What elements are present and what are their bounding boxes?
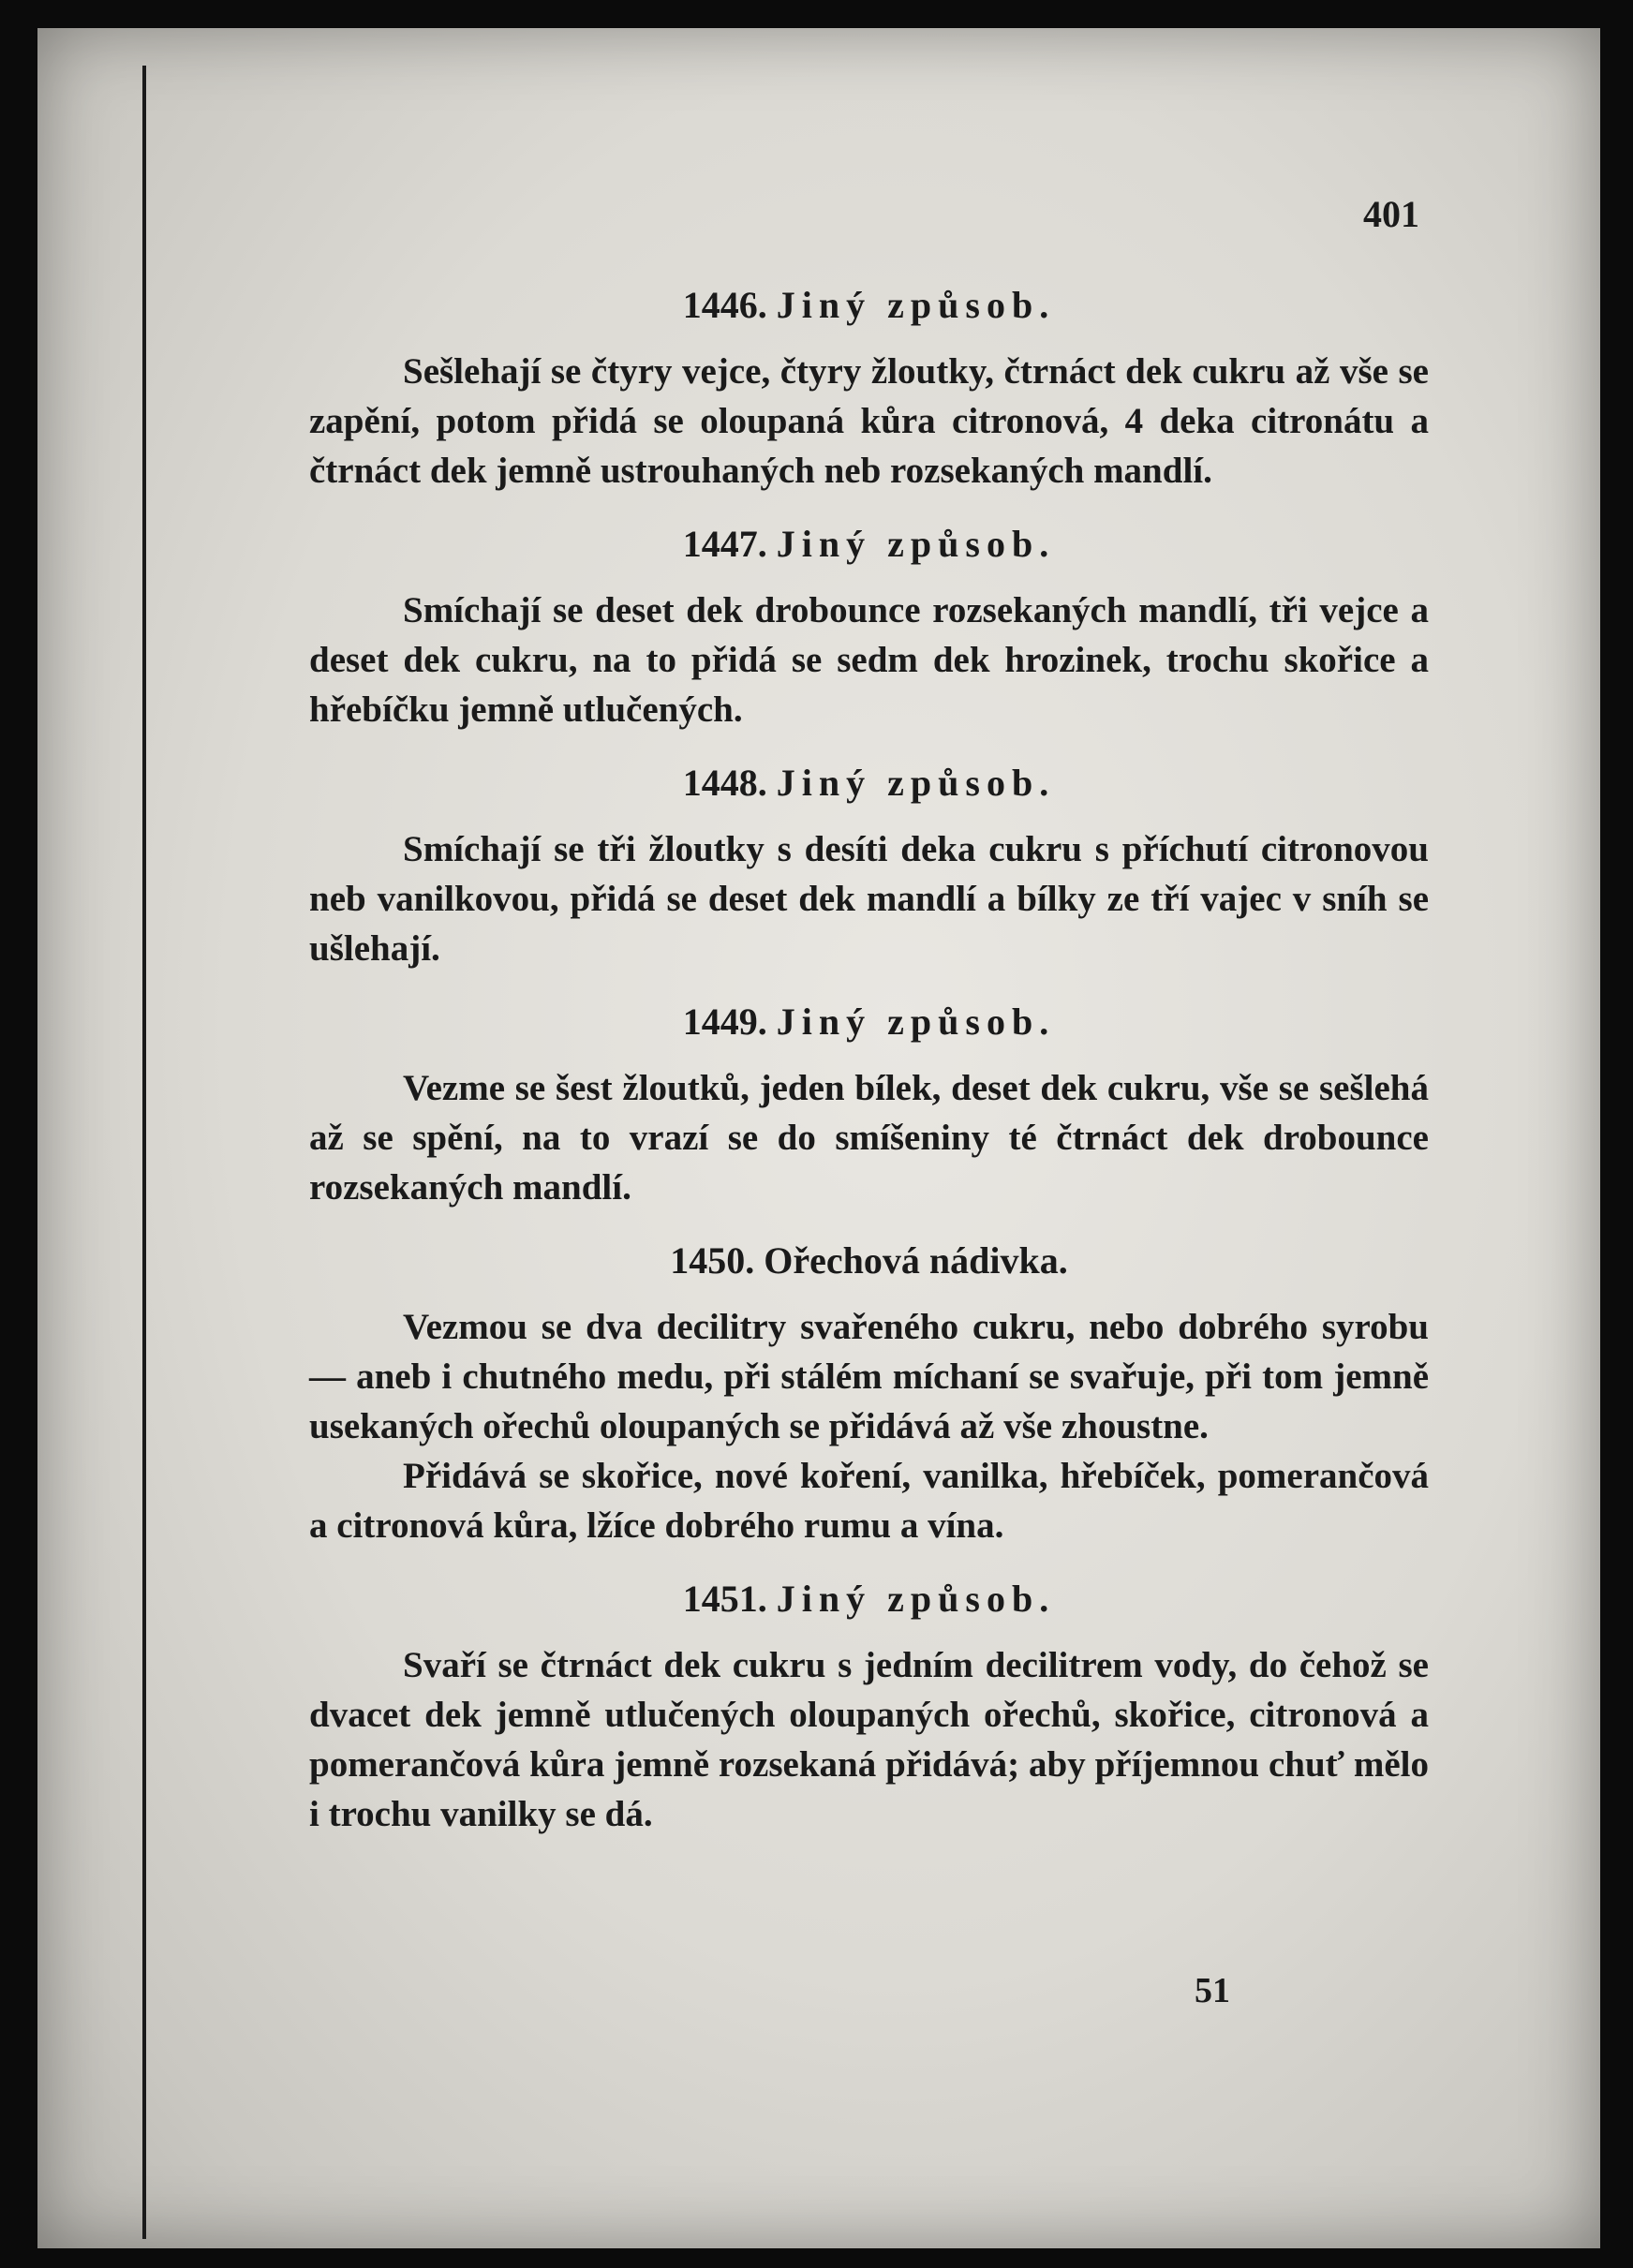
- recipe-number: 1447.: [682, 523, 767, 565]
- recipe-heading: [309, 281, 1429, 330]
- page-number: 401: [1363, 193, 1419, 235]
- recipe-number: 1449.: [682, 1001, 767, 1043]
- recipe-section-1451: [309, 1575, 1429, 1839]
- recipe-title: Ořechová nádivka.: [764, 1239, 1068, 1282]
- recipe-paragraph: Sešlehají se čtyry vejce, čtyry žloutky, čtrnáct dek cukru až vše se zapění, potom přidá se oloupaná kůra citronová, 4 deka citronátu a čtrnáct dek jemně ustrouhaných neb rozsekaných mandlí.: [309, 351, 1429, 491]
- recipe-heading: [309, 759, 1429, 808]
- recipe-number: 1451.: [682, 1578, 767, 1620]
- recipe-paragraph: Vezmou se dva decilitry svařeného cukru, nebo dobrého syrobu — aneb i chutného medu, při stálém míchaní se svařuje, při tom jemně usekaných ořechů oloupaných se přidává až vše zhoustne.: [309, 1307, 1429, 1446]
- recipe-number: 1448.: [682, 762, 767, 804]
- recipe-paragraph: Smíchají se deset dek drobounce rozsekaných mandlí, tři vejce a deset dek cukru, na to přidá se sedm dek hrozinek, trochu skořice a hřebíčku jemně utlučených.: [309, 590, 1429, 730]
- recipe-title: Jiný způsob.: [776, 1578, 1056, 1620]
- recipe-heading: [309, 520, 1429, 569]
- recipe-section-1450: [309, 1237, 1429, 1550]
- recipe-paragraph: Vezme se šest žloutků, jeden bílek, deset dek cukru, vše se sešlehá až se spění, na to vrazí se do smíšeniny té čtrnáct dek drobounce rozsekaných mandlí.: [309, 1068, 1429, 1208]
- recipe-title: Jiný způsob.: [776, 762, 1056, 804]
- recipe-paragraph: Přidává se skořice, nové koření, vanilka, hřebíček, pomerančová a citronová kůra, lžíce dobrého rumu a vína.: [309, 1456, 1429, 1546]
- recipe-section-1446: [309, 281, 1429, 496]
- recipe-section-1447: [309, 520, 1429, 734]
- recipe-heading: [309, 998, 1429, 1046]
- recipe-section-1449: [309, 998, 1429, 1212]
- recipe-content: [309, 281, 1429, 1839]
- recipe-paragraph: Smíchají se tři žloutky s desíti deka cukru s příchutí citronovou neb vanilkovou, přidá se deset dek mandlí a bílky ze tří vajec v sníh se ušlehají.: [309, 829, 1429, 969]
- printer-signature: 51: [1195, 1971, 1230, 2010]
- recipe-number: 1450.: [670, 1239, 755, 1282]
- recipe-title: Jiný způsob.: [776, 523, 1056, 565]
- recipe-heading: [309, 1237, 1429, 1285]
- recipe-number: 1446.: [682, 284, 767, 326]
- recipe-title: Jiný způsob.: [776, 284, 1056, 326]
- recipe-title: Jiný způsob.: [776, 1001, 1056, 1043]
- recipe-paragraph: Svaří se čtrnáct dek cukru s jedním decilitrem vody, do čehož se dvacet dek jemně utlučených oloupaných ořechů, skořice, citronová a pomerančová kůra jemně rozsekaná přidává; aby příjemnou chuť mělo i trochu vanilky se dá.: [309, 1645, 1429, 1834]
- recipe-section-1448: [309, 759, 1429, 973]
- recipe-heading: [309, 1575, 1429, 1623]
- page-edge-line: [142, 66, 146, 2239]
